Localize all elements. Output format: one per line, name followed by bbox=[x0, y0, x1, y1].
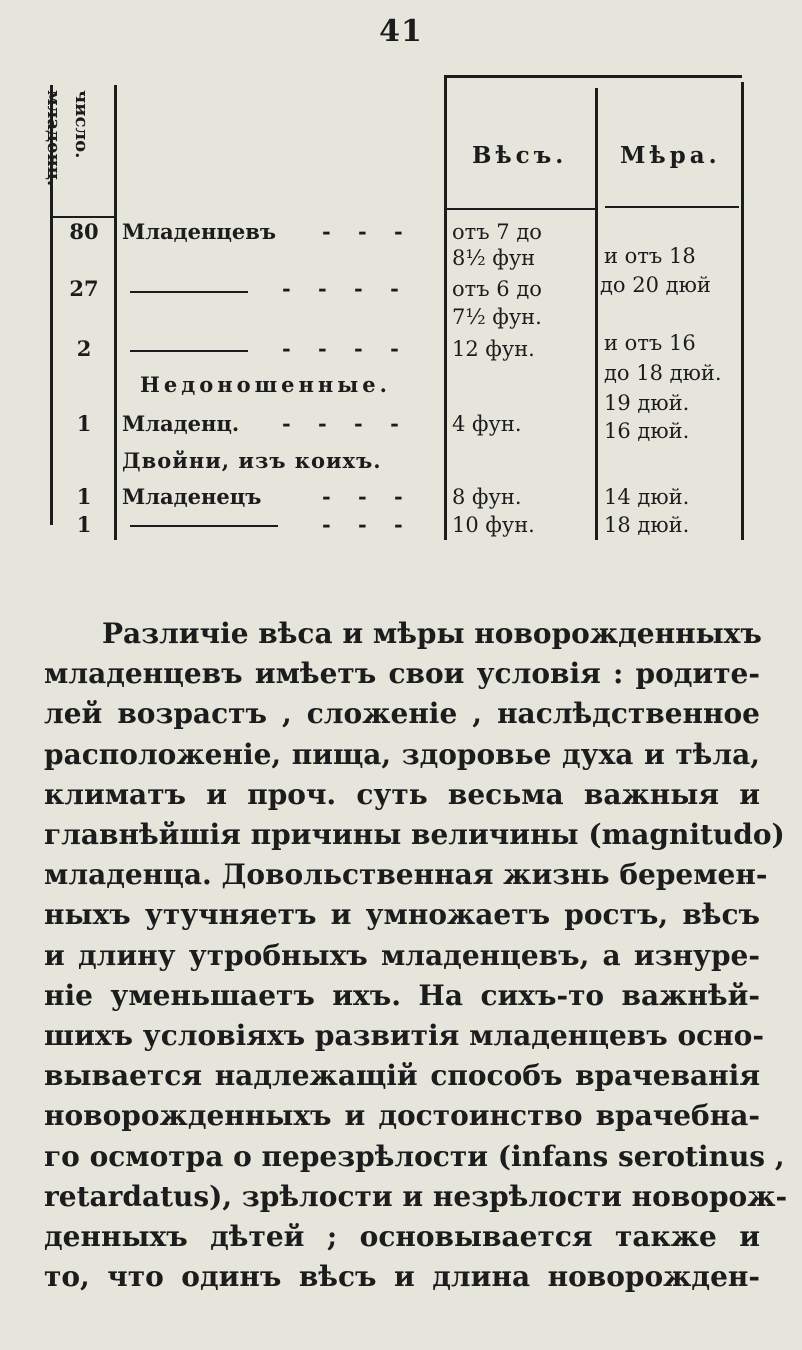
row-1-measure-line-2: и отъ 18 bbox=[604, 244, 696, 268]
row-8-dots: - - - bbox=[322, 512, 413, 537]
paragraph-line: лей возрастъ , сложеніе , наслѣдственное bbox=[44, 697, 760, 731]
table-weight-col-right-rule bbox=[595, 88, 598, 540]
body-paragraph bbox=[44, 614, 788, 1297]
paragraph-line: Различіе вѣса и мѣры новорожденныхъ bbox=[102, 617, 762, 650]
row-1-weight-line-2: 8½ фун bbox=[452, 246, 536, 270]
paragraph-line: го осмотра о перезрѣлости (infans serotinus , bbox=[44, 1139, 785, 1173]
twins-subheading: Двойни, изъ коихъ. bbox=[122, 448, 382, 473]
row-2-weight-line-2: 7½ фун. bbox=[452, 305, 542, 329]
row-2-dots: - - - - bbox=[282, 276, 409, 301]
paragraph-line: ніе уменьшаетъ ихъ. На сихъ-то важнѣй- bbox=[44, 978, 760, 1012]
paragraph-line: шихъ условіяхъ развитія младенцевъ осно- bbox=[44, 1019, 764, 1053]
paragraph-line: то, что одинъ вѣсъ и длина новорожден- bbox=[44, 1260, 760, 1294]
row-3-measure-line-2: до 18 дюй. bbox=[604, 361, 722, 385]
row-7-measure: 14 дюй. bbox=[604, 485, 690, 509]
row-8-weight: 10 фун. bbox=[452, 513, 535, 537]
paragraph-line: новорожденныхъ и достоинство врачебна- bbox=[44, 1099, 760, 1133]
row-5-dots: - - - - bbox=[282, 411, 409, 436]
row-1-description: Младенцевъ bbox=[122, 219, 276, 244]
paragraph-line: расположеніе, пища, здоровье духа и тѣла, bbox=[44, 737, 760, 771]
paragraph-line: retardatus), зрѣлости и незрѣлости новорож- bbox=[44, 1179, 788, 1213]
row-7-description: Младенецъ bbox=[122, 484, 262, 509]
row-7-count: 1 bbox=[76, 484, 92, 509]
row-3-measure-line-1: и отъ 16 bbox=[604, 331, 696, 355]
table-header-rule-weight bbox=[444, 208, 597, 210]
count-header-line-1: младенц. bbox=[43, 90, 64, 187]
row-1-dots: - - - bbox=[322, 219, 413, 244]
row-1-count: 80 bbox=[69, 219, 99, 244]
row-8-measure: 18 дюй. bbox=[604, 513, 690, 537]
table-top-rule bbox=[444, 75, 742, 78]
table-header-rule-left bbox=[50, 216, 116, 218]
row-2-count: 27 bbox=[69, 276, 99, 301]
row-5-measure: 16 дюй. bbox=[604, 419, 690, 443]
row-3-weight-line-1: 12 фун. bbox=[452, 337, 535, 361]
row-1-weight-line-1: отъ 7 до bbox=[452, 220, 542, 244]
page-number: 41 bbox=[379, 14, 423, 49]
paragraph-line: и длину утробныхъ младенцевъ, а изнуре- bbox=[44, 938, 760, 972]
row-7-weight: 8 фун. bbox=[452, 485, 522, 509]
row-2-ditto-line bbox=[130, 291, 248, 293]
row-2-weight-line-1: отъ 6 до bbox=[452, 277, 542, 301]
premature-subheading: Недоношенные. bbox=[140, 372, 391, 397]
weight-column-header: Вѣсъ. bbox=[472, 142, 568, 169]
row-5-count: 1 bbox=[76, 411, 92, 436]
row-7-dots: - - - bbox=[322, 484, 413, 509]
row-2-measure-line-1: до 20 дюй bbox=[600, 273, 711, 297]
paragraph-line: денныхъ дѣтей ; основывается также и bbox=[44, 1220, 760, 1254]
measure-column-header: Мѣра. bbox=[620, 142, 721, 169]
table-weight-col-left-rule bbox=[444, 78, 447, 540]
paragraph-line: климатъ и проч. суть весьма важныя и bbox=[44, 777, 760, 811]
row-3-count: 2 bbox=[76, 336, 92, 361]
count-column-header bbox=[43, 88, 116, 216]
row-5-description: Младенц. bbox=[122, 411, 240, 436]
paragraph-line: главнѣйшія причины величины (magnitudo) bbox=[44, 818, 785, 852]
row-5-weight: 4 фун. bbox=[452, 412, 522, 436]
count-header-line-2: число. bbox=[71, 90, 92, 159]
table-header-rule-measure bbox=[605, 206, 739, 208]
paragraph-line: младенца. Довольственная жизнь беремен- bbox=[44, 858, 768, 892]
paragraph-line: ныхъ утучняетъ и умножаетъ ростъ, вѣсъ bbox=[44, 898, 760, 932]
row-3-ditto-line bbox=[130, 350, 248, 352]
row-3-dots: - - - - bbox=[282, 336, 409, 361]
paragraph-line: младенцевъ имѣетъ свои условія : родите- bbox=[44, 657, 760, 691]
table-right-rule bbox=[741, 82, 744, 540]
row-4-measure: 19 дюй. bbox=[604, 391, 690, 415]
paragraph-line: вывается надлежащій способъ врачеванія bbox=[44, 1059, 760, 1093]
row-8-ditto-line bbox=[130, 525, 278, 527]
row-8-count: 1 bbox=[76, 512, 92, 537]
